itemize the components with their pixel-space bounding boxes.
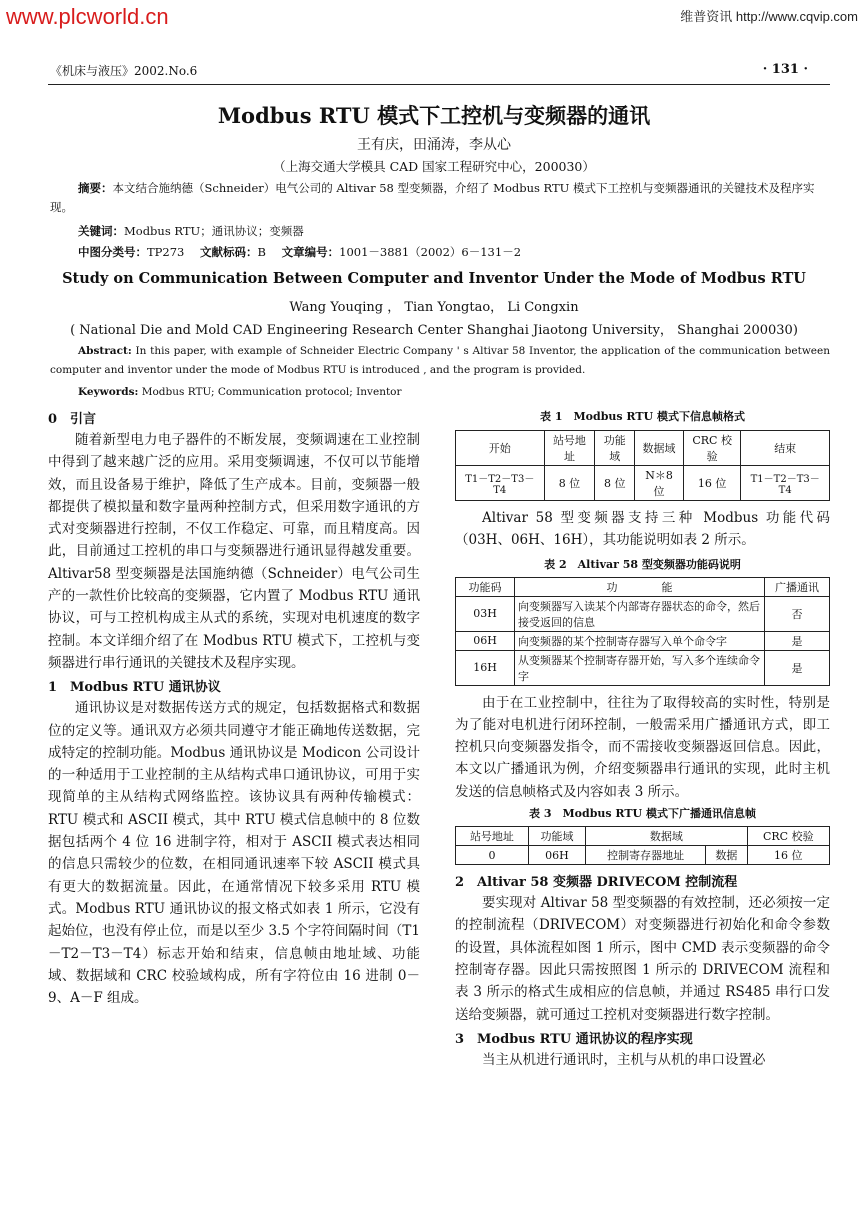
article-label: 文章编号：: [281, 245, 340, 259]
table3-header-cell: 站号地址: [456, 827, 529, 846]
doc-value: B: [257, 245, 266, 259]
table1-header-cell: 结束: [741, 431, 830, 466]
clc-label: 中图分类号：: [78, 245, 147, 259]
keywords-cn-text: Modbus RTU；通讯协议；变频器: [124, 224, 304, 238]
abstract-en: [50, 342, 830, 380]
section-2-heading: 2 Altivar 58 变频器 DRIVECOM 控制流程: [455, 875, 738, 891]
journal-header: 《机床与液压》2002.No.6: [50, 64, 198, 78]
authors-en: Wang Youqing ， Tian Yongtao， Li Congxin: [289, 300, 579, 315]
section-3-heading: 3 Modbus RTU 通讯协议的程序实现: [455, 1031, 693, 1047]
table3-cell: 控制寄存器地址: [586, 846, 706, 865]
table2-caption: 表 2 Altivar 58 型变频器功能码说明: [544, 557, 741, 571]
function-code-paragraph: Altivar 58 型变频器支持三种 Modbus 功能代码（03H、06H、16H），其功能说明如表 2 所示。: [455, 510, 830, 549]
abstract-cn: [50, 179, 830, 217]
right-column: [455, 408, 830, 1071]
table3-caption: 表 3 Modbus RTU 模式下广播通讯信息帧: [529, 807, 756, 821]
table1-cell: 8 位: [595, 466, 635, 501]
page-number: · 131 ·: [762, 62, 808, 77]
table2-cell: 16H: [456, 650, 515, 685]
header-rule: [48, 84, 830, 85]
keywords-en-label: Keywords:: [78, 386, 139, 398]
left-column: [48, 408, 420, 1009]
watermark-right[interactable]: 维普资讯 http://www.cqvip.com: [680, 9, 858, 24]
affiliation-cn: （上海交通大学模具 CAD 国家工程研究中心，200030）: [273, 159, 595, 174]
drivecom-paragraph: 要实现对 Altivar 58 型变频器的有效控制，还必须按一定的控制流程（DRIVECOM）对变频器进行初始化和命令参数的设置，具体流程如图 1 所示，图中 CMD 表示变频器的命令控制寄存器。因此只需按照图 1 所示的 DRIVECOM 流程和表 3 所示的格式生成相应的信息帧，并通过 RS485 串行口发送给变频器，就可通过工控机对变频器进行数字控制。: [455, 895, 830, 1023]
table3-cell: 数据: [706, 846, 747, 865]
table2-cell: 03H: [456, 596, 515, 631]
title-cn: Modbus RTU 模式下工控机与变频器的通讯: [217, 103, 651, 128]
table3-header-cell: 功能域: [528, 827, 585, 846]
table1-cell: 8 位: [544, 466, 595, 501]
keywords-en-text: Modbus RTU; Communication protocol; Inventor: [141, 386, 402, 398]
table3-header-cell: CRC 校验: [747, 827, 829, 846]
table2-cell: 否: [765, 596, 830, 631]
abstract-cn-text: 本文结合施纳德（Schneider）电气公司的 Altivar 58 型变频器，介绍了 Modbus RTU 模式下工控机与变频器通讯的关键技术及程序实现。: [50, 181, 815, 214]
table2-cell: 从变频器某个控制寄存器开始，写入多个连续命令字: [515, 650, 765, 685]
abstract-en-text: In this paper, with example of Schneider Electric Company ' s Altivar 58 Inventor, the application of the communication between computer and inventor under the mode of Modbus RTU is introduced , and the program is provided.: [50, 345, 830, 376]
affiliation-en: ( National Die and Mold CAD Engineering Research Center Shanghai Jiaotong University， Shanghai 200030): [70, 323, 798, 338]
broadcast-paragraph: 由于在工业控制中，往往为了取得较高的实时性，特别是为了能对电机进行闭环控制，一般需采用广播通讯方式，即工控机只向变频器发指令，而不需接收变频器返回信息。因此，本文以广播通讯为例，介绍变频器串行通讯的实现，此时主机发送的信息帧格式及内容如表 3 所示。: [455, 694, 830, 800]
keywords-cn: [78, 222, 304, 241]
table3-header-cell: 数据域: [586, 827, 748, 846]
table1-header-cell: CRC 校验: [683, 431, 740, 466]
authors-cn: 王有庆，田涌涛，李从心: [357, 137, 511, 153]
abstract-en-label: Abstract:: [78, 345, 132, 357]
keywords-en: [78, 386, 402, 398]
table2-cell: 06H: [456, 631, 515, 650]
keywords-cn-label: 关键词：: [78, 224, 124, 238]
clc-value: TP273: [147, 245, 185, 259]
watermark-left[interactable]: www.plcworld.cn: [6, 4, 169, 29]
table2-cell: 向变频器的某个控制寄存器写入单个命令字: [515, 631, 765, 650]
table3-cell: 16 位: [747, 846, 829, 865]
article-value: 1001－3881（2002）6－131－2: [339, 245, 522, 259]
program-paragraph: 当主从机进行通讯时，主机与从机的串口设置必: [482, 1051, 766, 1068]
table2-cell: 向变频器写入读某个内部寄存器状态的命令，然后接受返回的信息: [515, 596, 765, 631]
table1: [455, 430, 830, 501]
section-0-heading: 0 引言: [48, 412, 97, 427]
section-1-heading: 1 Modbus RTU 通讯协议: [48, 680, 221, 696]
doc-label: 文献标码：: [200, 245, 258, 259]
table3-cell: 06H: [528, 846, 585, 865]
table2-cell: 是: [765, 650, 830, 685]
table2: [455, 577, 830, 686]
table1-cell: N＊8 位: [635, 466, 684, 501]
protocol-paragraph: 通讯协议是对数据传送方式的规定，包括数据格式和数据位的定义等。通讯双方必须共同遵守才能正确地传送数据，完成特定的控制功能。Modbus 通讯协议是 Modicon 公司设计的一种适用于工业控制的主从结构式串口通讯协议，可用于实现简单的主从结构式网络监控。该协议具有两种传输模式：RTU 模式和 ASCII 模式，其中 RTU 模式信息帧中的 8 位数据包括两个 4 位 16 进制字符，相对于 ASCII 模式表达相同的信息只需较少的位数，在相同通讯速率下较 ASCII 模式具有更大的数据流量。因此，在通常情况下较多采用 RTU 模式。Modbus RTU 通讯协议的报文格式如表 1 所示，它没有起始位，也没有停止位，而是以至少 3.5 个字符间隔时间（T1－T2－T3－T4）标志开始和结束，信息帧由地址域、功能域、数据域和 CRC 校验域构成，所有字符位由 16 进制 0－9、A－F 组成。: [48, 700, 420, 1007]
table1-header-cell: 站号地址: [544, 431, 595, 466]
table2-cell: 是: [765, 631, 830, 650]
table1-header-cell: 数据域: [635, 431, 684, 466]
table2-header-cell: 功 能: [515, 577, 765, 596]
abstract-cn-label: 摘要：: [78, 181, 113, 195]
table3: [455, 826, 830, 865]
table2-header-cell: 功能码: [456, 577, 515, 596]
classification: [78, 243, 521, 262]
table1-cell: T1－T2－T3－T4: [456, 466, 545, 501]
table1-cell: 16 位: [683, 466, 740, 501]
table1-header-cell: 功能域: [595, 431, 635, 466]
table1-header-cell: 开始: [456, 431, 545, 466]
intro-paragraph: 随着新型电力电子器件的不断发展，变频调速在工业控制中得到了越来越广泛的应用。采用变频调速，不仅可以节能增效，而且设备易于维护，降低了生产成本。目前，变频器一般都提供了模拟量和数字量两种控制方式，但采用数字通讯的方式对变频器进行控制，不仅工作稳定、可靠，而且精度高。因此，目前通过工控机的串口与变频器进行通讯显得越发重要。Altivar58 型变频器是法国施纳德（Schneider）电气公司生产的一款性价比较高的变频器，它内置了 Modbus RTU 通讯协议，可与工控机构成主从式的系统，实现对电机速度的数字控制。本文详细介绍了在 Modbus RTU 模式下，工控机与变频器进行串行通讯的关键技术及程序实现。: [48, 432, 420, 671]
title-en: Study on Communication Between Computer and Inventor Under the Mode of Modbus RTU: [62, 270, 806, 287]
table2-header-cell: 广播通讯: [765, 577, 830, 596]
table3-cell: 0: [456, 846, 529, 865]
table1-cell: T1－T2－T3－T4: [741, 466, 830, 501]
table1-caption: 表 1 Modbus RTU 模式下信息帧格式: [540, 410, 745, 423]
